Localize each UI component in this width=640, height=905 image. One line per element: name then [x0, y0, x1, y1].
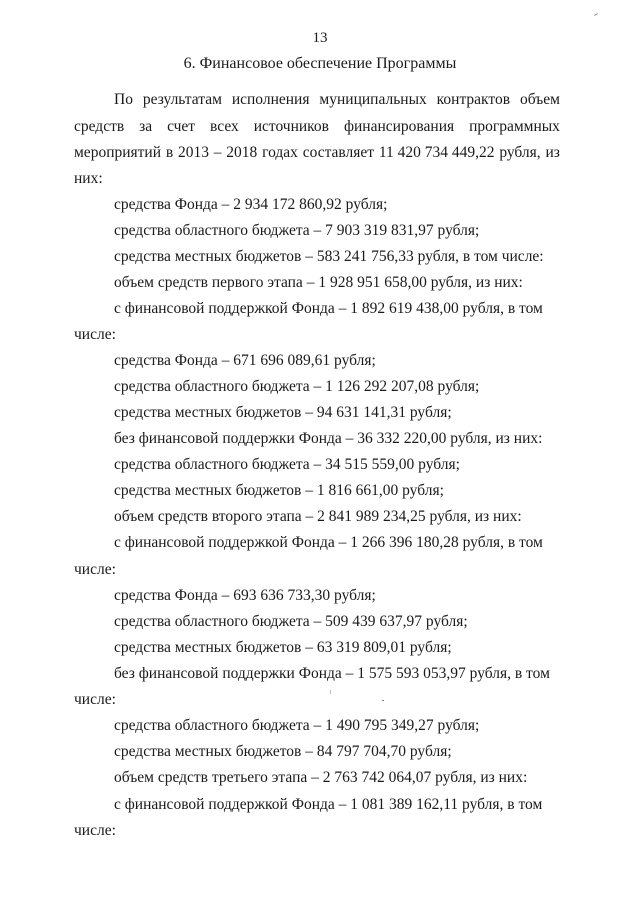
paragraph-line: средства областного бюджета – 1 126 292 207,08 рубля;: [114, 378, 480, 395]
paragraph-line: средства местных бюджетов – 84 797 704,70 рубля;: [114, 743, 452, 760]
paragraph-line: числе:: [74, 822, 116, 839]
paragraph-line: средства областного бюджета – 7 903 319 831,97 рубля;: [114, 222, 480, 239]
paragraph-line: средства Фонда – 671 696 089,61 рубля;: [114, 352, 376, 369]
scan-speck: [330, 690, 331, 694]
intro-line: них:: [74, 170, 103, 187]
scan-speck: [382, 700, 384, 701]
intro-line: мероприятий в 2013 – 2018 годах составляет 11 420 734 449,22 рубля, из: [74, 144, 560, 161]
paragraph-line: средства областного бюджета – 1 490 795 349,27 рубля;: [114, 717, 480, 734]
paragraph-line: числе:: [74, 561, 116, 578]
intro-line: По результатам исполнения муниципальных контрактов объем: [114, 91, 560, 108]
paragraph-line: без финансовой поддержки Фонда – 1 575 593 053,97 рубля, в том: [114, 665, 550, 682]
intro-line: средств за счет всех источников финансирования программных: [74, 118, 560, 135]
paragraph-line: средства Фонда – 693 636 733,30 рубля;: [114, 587, 376, 604]
paragraph-line: объем средств первого этапа – 1 928 951 658,00 рубля, из них:: [114, 274, 523, 291]
paragraph-line: числе:: [74, 326, 116, 343]
paragraph-line: средства местных бюджетов – 1 816 661,00 рубля;: [114, 482, 444, 499]
paragraph-line: с финансовой поддержкой Фонда – 1 892 619 438,00 рубля, в том: [114, 300, 543, 317]
paragraph-line: средства областного бюджета – 34 515 559,00 рубля;: [114, 456, 460, 473]
paragraph-line: средства Фонда – 2 934 172 860,92 рубля;: [114, 196, 388, 213]
paragraph-line: без финансовой поддержки Фонда – 36 332 220,00 рубля, из них:: [114, 430, 543, 447]
section-title: 6. Финансовое обеспечение Программы: [183, 55, 457, 72]
scan-speck: [594, 13, 598, 16]
paragraph-line: средства местных бюджетов – 583 241 756,33 рубля, в том числе:: [114, 248, 544, 265]
paragraph-line: с финансовой поддержкой Фонда – 1 266 396 180,28 рубля, в том: [114, 534, 543, 551]
paragraph-line: средства местных бюджетов – 63 319 809,01 рубля;: [114, 639, 452, 656]
paragraph-line: объем средств второго этапа – 2 841 989 234,25 рубля, из них:: [114, 508, 522, 525]
paragraph-line: числе:: [74, 691, 116, 708]
page-number: 13: [312, 30, 328, 46]
paragraph-line: средства местных бюджетов – 94 631 141,31 рубля;: [114, 404, 452, 421]
paragraph-line: средства областного бюджета – 509 439 637,97 рубля;: [114, 613, 468, 630]
paragraph-line: объем средств третьего этапа – 2 763 742 064,07 рубля, из них:: [114, 769, 528, 786]
paragraph-line: с финансовой поддержкой Фонда – 1 081 389 162,11 рубля, в том: [114, 796, 543, 813]
